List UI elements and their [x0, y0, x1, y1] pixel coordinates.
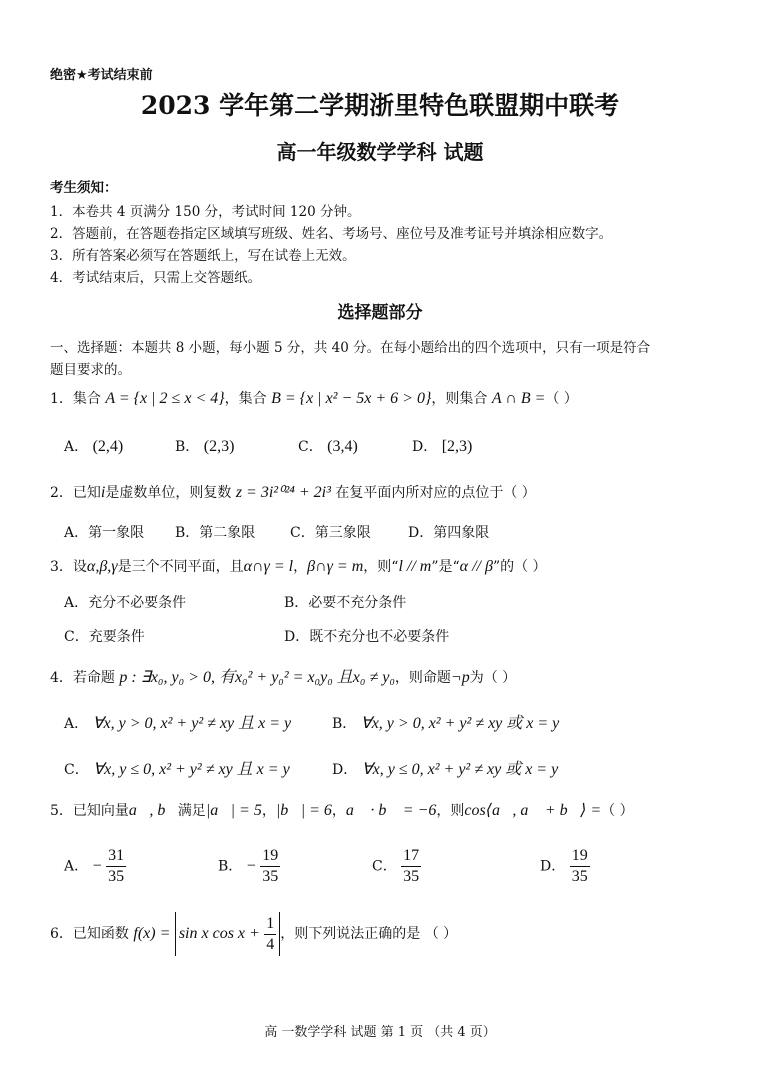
option-a[interactable]: A．第一象限: [64, 525, 145, 541]
question-stem: 在复平面内所对应的点位于（ ）: [335, 485, 536, 501]
question-number: 5．: [50, 803, 73, 819]
parallel-expression: l // m: [398, 558, 432, 575]
function-expression: f(x) =: [133, 925, 171, 942]
option-a[interactable]: A． − $\frac{31}{35}$: [64, 847, 125, 885]
answer-paren: （ ）: [545, 391, 578, 407]
fraction: $\frac{1}{4}$: [266, 914, 275, 953]
question-stem: 已知: [72, 485, 101, 501]
fraction: $\frac{31}{35}$: [108, 847, 125, 885]
question-2: [50, 482, 536, 502]
condition-expression: |b⃗| = 6: [275, 802, 332, 819]
option-c[interactable]: C． (3,4): [298, 438, 358, 455]
complex-expression: z = 3i²⁰²⁴ + 2i³: [235, 484, 331, 501]
option-d[interactable]: D． ∀x, y ≤ 0, x² + y² ≠ xy 或 x = y: [332, 761, 559, 778]
separator: ，: [293, 559, 308, 575]
fraction: $\frac{17}{35}$: [403, 847, 420, 885]
condition-expression: |a⃗| = 5: [205, 802, 262, 819]
notice-heading: 考生须知：: [50, 180, 118, 196]
option-a[interactable]: A． (2,4): [64, 438, 124, 455]
notice-item: 2．答题前，在答题卷指定区域填写班级、姓名、考场号、座位号及准考证号并填涂相应数字。: [50, 226, 613, 242]
option-c[interactable]: C． ∀x, y ≤ 0, x² + y² ≠ xy 且 x = y: [64, 761, 290, 778]
answer-paren: （ ）: [601, 803, 634, 819]
question-5: [50, 800, 634, 820]
separator: ，: [331, 803, 346, 819]
option-b[interactable]: B．第二象限: [175, 525, 256, 541]
option-b[interactable]: B．必要不充分条件: [284, 595, 407, 611]
question-stem: 是三个不同平面，且: [117, 559, 244, 575]
instruction-line: 题目要求的。: [50, 362, 131, 378]
exam-subtitle: 高一年级数学学科 试题: [276, 140, 484, 164]
question-stem: 满足: [177, 803, 206, 819]
condition-expression: α∩γ = l: [243, 558, 294, 575]
option-d[interactable]: D．既不充分也不必要条件: [284, 629, 450, 645]
question-stem: ，集合: [224, 391, 267, 407]
parallel-expression: α // β: [459, 558, 493, 575]
instruction-line: 一、选择题：本题共 8 小题，每小题 5 分，共 40 分。在每小题给出的四个选项中，只有一项是符合: [50, 340, 651, 356]
option-c[interactable]: C．第三象限: [290, 525, 371, 541]
question-number: 3．: [50, 559, 73, 575]
set-a-expression: A = {x | 2 ≤ x < 4}: [105, 390, 225, 407]
question-stem: ，则命题: [394, 670, 451, 686]
notice-item: 3．所有答案必须写在答题纸上，写在试卷上无效。: [50, 248, 356, 264]
question-stem: ，则“: [363, 559, 399, 575]
option-d[interactable]: D． $\frac{19}{35}$: [540, 847, 588, 885]
option-d[interactable]: D． [2,3): [412, 438, 473, 455]
imaginary-unit: i: [100, 484, 106, 501]
confidential-mark: 绝密★考试结束前: [50, 68, 153, 83]
question-1: [50, 388, 578, 408]
question-number: 4．: [50, 670, 73, 686]
option-a[interactable]: A． ∀x, y > 0, x² + y² ≠ xy 且 x = y: [64, 715, 292, 732]
question-stem: ”的（ ）: [492, 559, 547, 575]
question-stem: 已知函数: [72, 926, 129, 942]
exam-title: 2023 学年第二学期浙里特色联盟期中联考: [140, 91, 620, 120]
set-b-expression: B = {x | x² − 5x + 6 > 0}: [271, 390, 432, 407]
question-stem: 为（ ）: [469, 670, 517, 686]
question-stem: ，则下列说法正确的是 （ ）: [280, 926, 458, 942]
planes-expression: α,β,γ: [86, 558, 118, 575]
section-title: 选择题部分: [337, 303, 423, 323]
question-number: 1．: [50, 391, 73, 407]
option-c[interactable]: C．充要条件: [64, 629, 145, 645]
negation-expression: ¬p: [450, 669, 470, 686]
question-3: [50, 556, 547, 576]
abs-inner-expression: sin x cos x +: [178, 925, 260, 942]
page-footer: 高 一数学学科 试题 第 1 页 （共 4 页）: [264, 1025, 496, 1040]
proposition-expression: p : ∃x₀, y₀ > 0, 有x₀² + y₀² = x₀y₀ 且x₀ ≠ y₀: [119, 669, 395, 686]
cosine-expression: cos⟨a⃗, a⃗ + b⃗⟩ =: [464, 802, 602, 819]
question-number: 2．: [50, 485, 73, 501]
option-c[interactable]: C． $\frac{17}{35}$: [372, 847, 420, 885]
question-stem: 设: [72, 559, 87, 575]
question-stem: 是虚数单位，则复数: [105, 485, 232, 501]
question-4: [50, 664, 516, 687]
question-6: [50, 912, 457, 956]
question-stem: 集合: [72, 391, 101, 407]
question-number: 6．: [50, 926, 73, 942]
question-stem: ，则集合: [431, 391, 488, 407]
question-stem: 已知向量: [72, 803, 129, 819]
option-a[interactable]: A．充分不必要条件: [64, 595, 187, 611]
question-stem: 若命题: [72, 670, 115, 686]
fraction: $\frac{19}{35}$: [262, 847, 279, 885]
option-b[interactable]: B． (2,3): [175, 438, 235, 455]
separator: ，: [261, 803, 276, 819]
option-d[interactable]: D．第四象限: [408, 525, 490, 541]
notice-item: 1．本卷共 4 页满分 150 分，考试时间 120 分钟。: [50, 204, 361, 220]
condition-expression: β∩γ = m: [307, 558, 364, 575]
option-b[interactable]: B． − $\frac{19}{35}$: [218, 847, 279, 885]
notice-item: 4．考试结束后，只需上交答题纸。: [50, 270, 262, 286]
intersection-expression: A ∩ B =: [491, 390, 546, 407]
vectors-expression: a⃗, b⃗: [128, 802, 178, 819]
fraction: $\frac{19}{35}$: [571, 847, 588, 885]
absolute-value: [175, 912, 280, 956]
condition-expression: a⃗ · b⃗ = −6: [345, 802, 437, 819]
option-b[interactable]: B． ∀x, y > 0, x² + y² ≠ xy 或 x = y: [332, 715, 560, 732]
question-stem: ，则: [436, 803, 465, 819]
question-stem: ”是“: [431, 559, 460, 575]
